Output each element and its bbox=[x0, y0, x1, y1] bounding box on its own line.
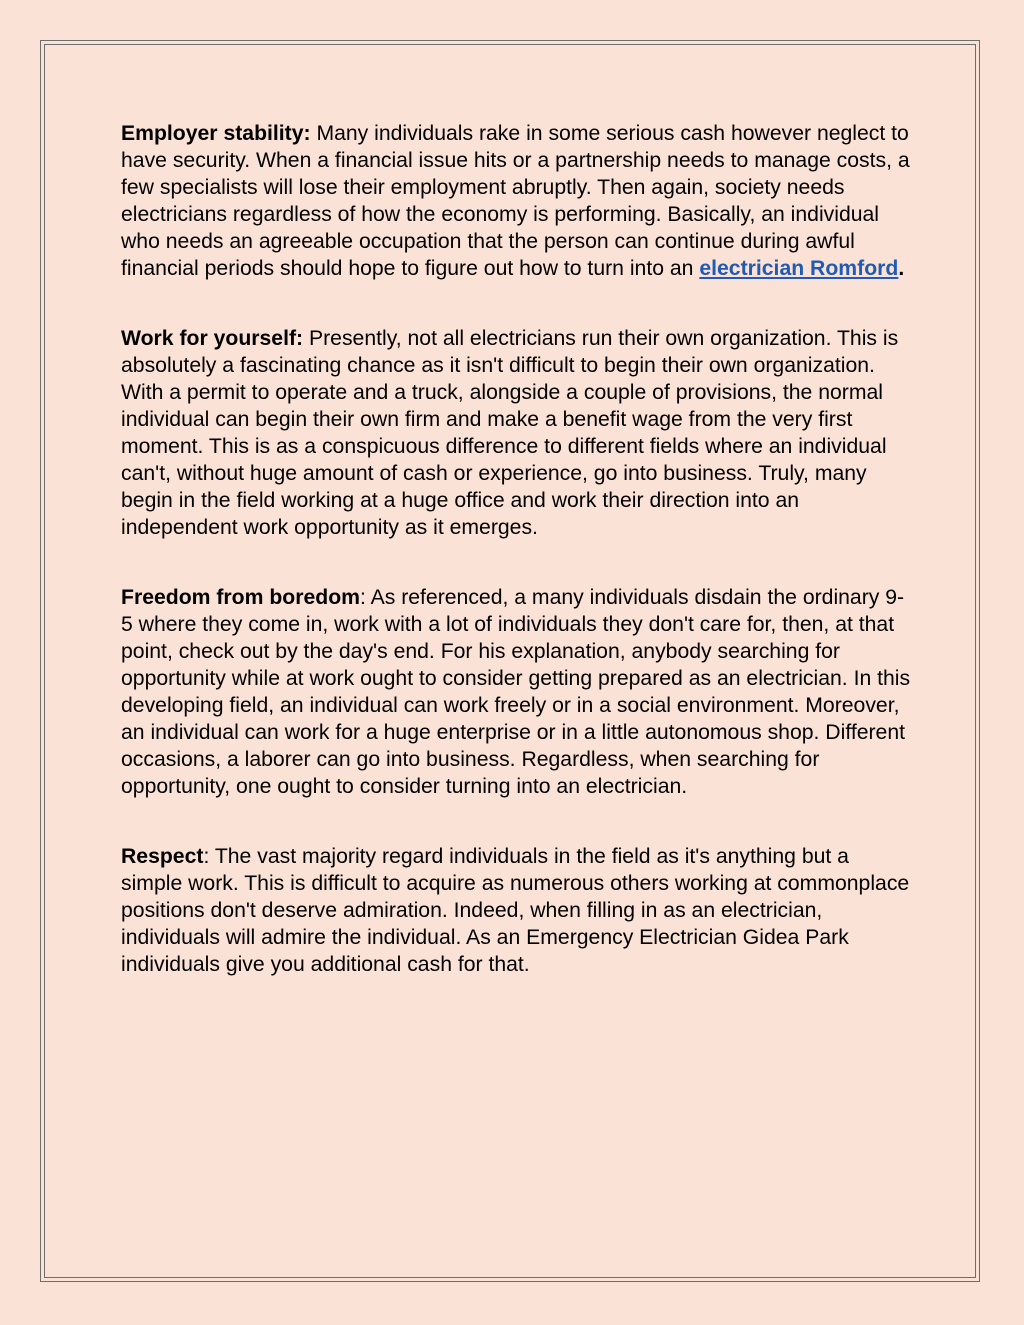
paragraph-body: Many individuals rake in some serious cash however neglect to have security. When a financial issue hits or a partnership needs to manage costs, a few specialists will lose their employment abruptly. Then again, society needs electricians regardless of how the economy is performing. Basically, an individual who needs an agreeable occupation that the person can continue during awful financial periods should hope to figure out how to turn into an bbox=[121, 122, 910, 280]
paragraph-trailing-period: . bbox=[898, 257, 905, 280]
paragraph-freedom-from-boredom bbox=[121, 584, 911, 800]
paragraph-employer-stability bbox=[121, 120, 911, 282]
electrician-romford-link[interactable]: electrician Romford bbox=[699, 257, 899, 280]
paragraph-body: Presently, not all electricians run their own organization. This is absolutely a fascinating chance as it isn't difficult to begin their own organization. With a permit to operate and a truck, alongside a couple of provisions, the normal individual can begin their own firm and make a benefit wage from the very first moment. This is as a conspicuous difference to different fields where an individual can't, without huge amount of cash or experience, go into business. Truly, many begin in the field working at a huge office and work their direction into an independent work opportunity as it emerges. bbox=[121, 327, 899, 539]
paragraph-body: : As referenced, a many individuals disdain the ordinary 9-5 where they come in, work with a lot of individuals they don't care for, then, at that point, check out by the day's end. For his explanation, anybody searching for opportunity while at work ought to consider getting prepared as an electrician. In this developing field, an individual can work freely or in a social environment. Moreover, an individual can work for a huge enterprise or in a little autonomous shop. Different occasions, a laborer can go into business. Regardless, when searching for opportunity, one ought to consider turning into an electrician. bbox=[121, 586, 911, 798]
paragraph-respect bbox=[121, 843, 911, 978]
paragraph-heading: Respect bbox=[121, 845, 204, 868]
paragraph-heading: Freedom from boredom bbox=[121, 586, 360, 609]
document-content bbox=[121, 120, 911, 1021]
paragraph-work-for-yourself bbox=[121, 325, 911, 541]
paragraph-heading: Employer stability: bbox=[121, 122, 311, 145]
paragraph-body: : The vast majority regard individuals in the field as it's anything but a simple work. This is difficult to acquire as numerous others working at commonplace positions don't deserve admiration. Indeed, when filling in as an electrician, individuals will admire the individual. As an Emergency Electrician Gidea Park individuals give you additional cash for that. bbox=[121, 845, 910, 976]
paragraph-heading: Work for yourself: bbox=[121, 327, 304, 350]
